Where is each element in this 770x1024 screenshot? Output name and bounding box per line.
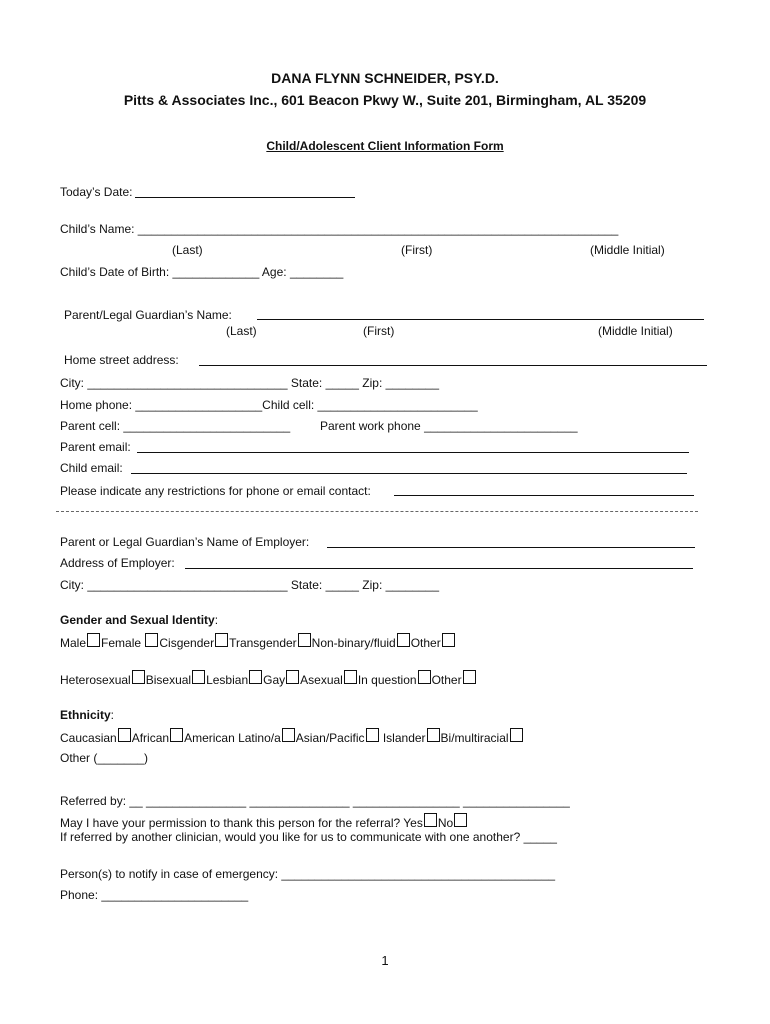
nonbinary-checkbox[interactable] bbox=[397, 633, 410, 647]
home-address-label: Home street address: bbox=[64, 353, 179, 367]
permission-row bbox=[60, 813, 468, 830]
option-caucasian-label: Caucasian bbox=[60, 731, 117, 745]
heterosexual-checkbox[interactable] bbox=[132, 670, 145, 684]
todays-date-label: Today’s Date: bbox=[60, 185, 133, 199]
gender-heading-text: Gender and Sexual Identity bbox=[60, 613, 215, 627]
transgender-checkbox[interactable] bbox=[298, 633, 311, 647]
option-female-label: Female bbox=[101, 636, 142, 650]
parent-cell-field[interactable]: Parent cell: _________________________ bbox=[60, 419, 291, 433]
option-american-latino-label: American Latino/a bbox=[184, 731, 281, 745]
childs-name-field[interactable]: Child’s Name: ________________________________________________________________________ bbox=[60, 222, 619, 236]
gender-heading-colon: : bbox=[214, 613, 219, 627]
guardian-first-label: (First) bbox=[363, 324, 395, 338]
option-transgender-label: Transgender bbox=[229, 636, 297, 650]
gender-options-row bbox=[60, 633, 456, 650]
practitioner-name: DANA FLYNN SCHNEIDER, PSY.D. bbox=[271, 70, 499, 86]
asian-pacific-checkbox[interactable] bbox=[366, 728, 379, 742]
asexual-checkbox[interactable] bbox=[344, 670, 357, 684]
permission-yes-checkbox[interactable] bbox=[424, 813, 437, 827]
employer-address-label: Address of Employer: bbox=[60, 556, 175, 570]
option-asian-pacific-label: Asian/Pacific bbox=[295, 731, 365, 745]
american-latino-checkbox[interactable] bbox=[282, 728, 295, 742]
other-sexuality-checkbox[interactable] bbox=[463, 670, 476, 684]
option-in-question-label: In question bbox=[357, 673, 417, 687]
option-male-label: Male bbox=[60, 636, 87, 650]
bisexual-checkbox[interactable] bbox=[192, 670, 205, 684]
restrictions-field[interactable] bbox=[394, 495, 694, 496]
option-asexual-label: Asexual bbox=[300, 673, 343, 687]
option-lesbian-label: Lesbian bbox=[206, 673, 249, 687]
option-bisexual-label: Bisexual bbox=[145, 673, 192, 687]
option-nonbinary-label: Non-binary/fluid bbox=[311, 636, 396, 650]
in-question-checkbox[interactable] bbox=[418, 670, 431, 684]
home-address-field[interactable] bbox=[199, 365, 707, 366]
option-cisgender-label: Cisgender bbox=[159, 636, 215, 650]
restrictions-label: Please indicate any restrictions for phone or email contact: bbox=[60, 484, 371, 498]
female-checkbox[interactable] bbox=[145, 633, 158, 647]
guardian-name-label: Parent/Legal Guardian’s Name: bbox=[64, 308, 232, 322]
option-islander-label: Islander bbox=[382, 731, 426, 745]
caucasian-checkbox[interactable] bbox=[118, 728, 131, 742]
home-phone-child-cell-field[interactable]: Home phone: ___________________Child cell: ________________________ bbox=[60, 398, 478, 412]
ethnicity-heading bbox=[60, 708, 114, 722]
referred-by-field[interactable]: Referred by: __ _______________ _______________ ________________ ________________ bbox=[60, 794, 570, 808]
guardian-name-field[interactable] bbox=[257, 319, 704, 320]
option-gay-label: Gay bbox=[263, 673, 286, 687]
option-heterosexual-label: Heterosexual bbox=[60, 673, 131, 687]
childs-name-last-label: (Last) bbox=[172, 243, 203, 257]
ethnicity-other-field[interactable]: Other (_______) bbox=[60, 751, 149, 765]
ethnicity-heading-colon: : bbox=[110, 708, 115, 722]
childs-name-middle-label: (Middle Initial) bbox=[590, 243, 665, 257]
cisgender-checkbox[interactable] bbox=[215, 633, 228, 647]
employer-address-field[interactable] bbox=[185, 568, 693, 569]
guardian-middle-label: (Middle Initial) bbox=[598, 324, 673, 338]
childs-name-first-label: (First) bbox=[401, 243, 433, 257]
option-multiracial-label: Bi/multiracial bbox=[440, 731, 509, 745]
islander-checkbox[interactable] bbox=[427, 728, 440, 742]
practice-address: Pitts & Associates Inc., 601 Beacon Pkwy W., Suite 201, Birmingham, AL 35209 bbox=[123, 92, 647, 108]
gender-heading bbox=[60, 613, 218, 627]
parent-email-field[interactable] bbox=[137, 452, 689, 453]
child-dob-age-field[interactable]: Child’s Date of Birth: _____________ Age: ________ bbox=[60, 265, 344, 279]
employer-city-state-zip-field[interactable]: City: ______________________________ State: _____ Zip: ________ bbox=[60, 578, 440, 592]
emergency-contact-field[interactable]: Person(s) to notify in case of emergency: _________________________________________ bbox=[60, 867, 556, 881]
gay-checkbox[interactable] bbox=[286, 670, 299, 684]
todays-date-field[interactable] bbox=[135, 197, 355, 198]
option-african-label: African bbox=[131, 731, 170, 745]
form-title: Child/Adolescent Client Information Form bbox=[266, 139, 504, 153]
emergency-phone-field[interactable]: Phone: ______________________ bbox=[60, 888, 249, 902]
permission-question: May I have your permission to thank this person for the referral? Yes bbox=[60, 816, 423, 830]
option-other-gender-label: Other bbox=[410, 636, 441, 650]
guardian-last-label: (Last) bbox=[226, 324, 257, 338]
sexuality-options-row bbox=[60, 670, 477, 687]
section-divider bbox=[56, 511, 698, 512]
employer-name-field[interactable] bbox=[327, 547, 695, 548]
page-number: 1 bbox=[381, 953, 389, 968]
communicate-question-field[interactable]: If referred by another clinician, would you like for us to communicate with one another? _____ bbox=[60, 830, 557, 844]
african-checkbox[interactable] bbox=[170, 728, 183, 742]
child-email-label: Child email: bbox=[60, 461, 123, 475]
employer-name-label: Parent or Legal Guardian’s Name of Employer: bbox=[60, 535, 310, 549]
parent-email-label: Parent email: bbox=[60, 440, 131, 454]
multiracial-checkbox[interactable] bbox=[510, 728, 523, 742]
ethnicity-options-row bbox=[60, 728, 524, 745]
permission-no-checkbox[interactable] bbox=[454, 813, 467, 827]
ethnicity-heading-text: Ethnicity bbox=[60, 708, 111, 722]
lesbian-checkbox[interactable] bbox=[249, 670, 262, 684]
other-gender-checkbox[interactable] bbox=[442, 633, 455, 647]
city-state-zip-field[interactable]: City: ______________________________ State: _____ Zip: ________ bbox=[60, 376, 440, 390]
option-other-sexuality-label: Other bbox=[431, 673, 462, 687]
male-checkbox[interactable] bbox=[87, 633, 100, 647]
child-email-field[interactable] bbox=[131, 473, 687, 474]
parent-work-phone-field[interactable]: Parent work phone _______________________ bbox=[320, 419, 578, 433]
permission-no-label: No bbox=[437, 816, 454, 830]
